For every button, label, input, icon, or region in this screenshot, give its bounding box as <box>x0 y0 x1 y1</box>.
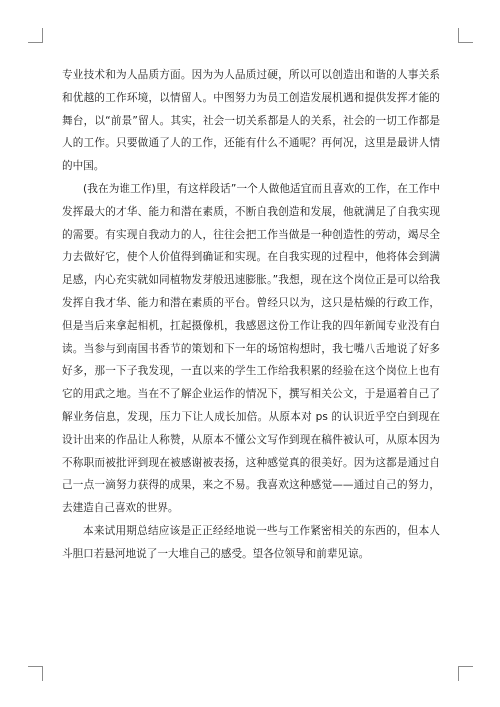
crop-mark-bottom-right <box>458 666 473 681</box>
document-body <box>62 64 440 566</box>
crop-mark-top-right <box>458 28 473 43</box>
paragraph-2: (我在为谁工作)里，有这样段话”一个人做他适宜而且喜欢的工作，在工作中发挥最大的才华、能力和潜在素质，不断自我创造和发展，他就满足了自我实现的需要。有实现自我动力的人，往往会把工作当做是一种创造性的劳动，竭尽全力去做好它，使个人价值得到确证和实现。在自我实现的过程中，他将体会到满足感，内心充实就如同植物发芽般迅速膨胀。”我想，现在这个岗位正是可以给我发挥自我才华、能力和潜在素质的平台。曾经只以为，这只是枯燥的行政工作，但是当后来拿起相机，扛起摄像机，我感恩这份工作让我的四年新闻专业没有白读。当参与到南国书香节的策划和下一年的场馆构想时，我七嘴八舌地说了好多好多，那一下子我发现，一直以来的学生工作给我积累的经验在这个岗位上也有它的用武之地。当在不了解企业运作的情况下，撰写相关公文，于是逼着自己了解业务信息，发现，压力下让人成长加倍。从原本对 ps 的认识近乎空白到现在设计出来的作品让人称赞，从原本不懂公文写作到现在稿件被认可，从原本因为不称职而被批评到现在被感谢被表扬，这种感觉真的很美好。因为这都是通过自己一点一滴努力获得的成果，来之不易。我喜欢这种感觉——通过自己的努力，去建造自己喜欢的世界。 <box>62 182 440 515</box>
paragraph-1: 专业技术和为人品质方面。因为为人品质过硬，所以可以创造出和谐的人事关系和优越的工作环境，以情留人。中图努力为员工创造发展机遇和提供发挥才能的舞台，以“前景”留人。其实，社会一切关系都是人的关系，社会的一切工作都是人的工作。只要做通了人的工作，还能有什么不通呢？再何况，这里是最讲人情的中国。 <box>62 69 440 173</box>
paragraph-3: 本来试用期总结应该是正正经经地说一些与工作紧密相关的东西的，但本人斗胆口若悬河地说了一大堆自己的感受。望各位领导和前辈见谅。 <box>62 524 440 560</box>
crop-mark-top-left <box>28 28 43 43</box>
crop-mark-bottom-left <box>28 666 43 681</box>
